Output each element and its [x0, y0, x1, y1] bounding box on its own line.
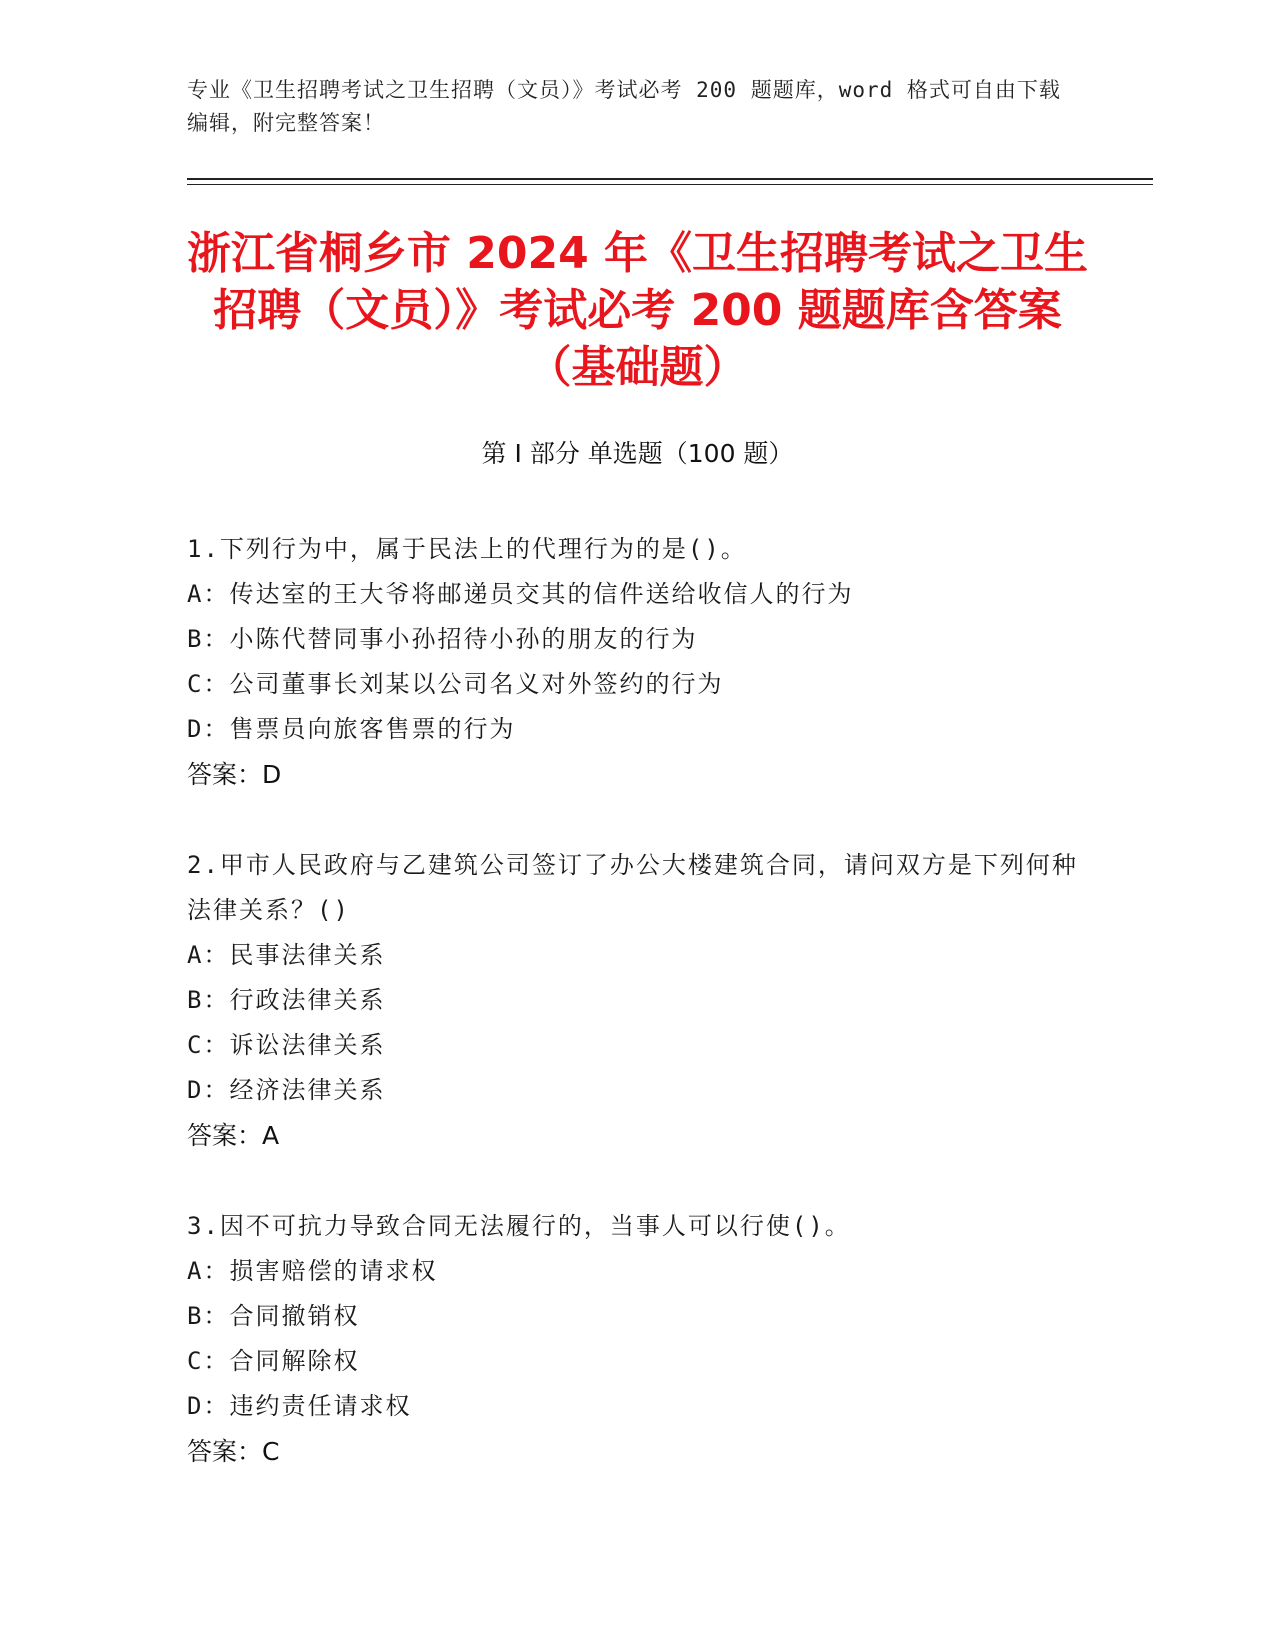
option-b: B：合同撤销权: [187, 1302, 360, 1330]
header-rule-thin: [187, 184, 1153, 185]
option-b: B：小陈代替同事小孙招待小孙的朋友的行为: [187, 625, 698, 653]
section-heading: 第 I 部分 单选题（100 题）: [481, 439, 794, 468]
option-c: C：公司董事长刘某以公司名义对外签约的行为: [187, 670, 724, 698]
question-item: [187, 1204, 1087, 1474]
title-line-2: 招聘（文员）》考试必考 200 题题库含答案: [213, 285, 1062, 336]
option-d: D：违约责任请求权: [187, 1392, 412, 1420]
question-list: [187, 527, 1087, 1520]
question-stem: 3.因不可抗力导致合同无法履行的，当事人可以行使()。: [187, 1212, 851, 1240]
option-d: D：经济法律关系: [187, 1076, 386, 1104]
document-title: [150, 225, 1125, 396]
question-item: [187, 527, 1087, 797]
title-line-1: 浙江省桐乡市 2024 年《卫生招聘考试之卫生: [186, 228, 1089, 279]
answer-line: 答案：A: [187, 1121, 280, 1150]
title-line-3: （基础题）: [527, 342, 748, 393]
question-stem: 2.甲市人民政府与乙建筑公司签订了办公大楼建筑合同，请问双方是下列何种法律关系？(): [187, 851, 1078, 924]
question-item: [187, 843, 1087, 1158]
option-c: C：合同解除权: [187, 1347, 360, 1375]
header-rule-thick: [187, 178, 1153, 180]
option-d: D：售票员向旅客售票的行为: [187, 715, 516, 743]
option-a: A：传达室的王大爷将邮递员交其的信件送给收信人的行为: [187, 580, 854, 608]
option-b: B：行政法律关系: [187, 986, 386, 1014]
header-note: 专业《卫生招聘考试之卫生招聘（文员）》考试必考 200 题题库，word 格式可自由下载编辑，附完整答案！: [187, 78, 1061, 135]
option-a: A：损害赔偿的请求权: [187, 1257, 438, 1285]
answer-line: 答案：D: [187, 760, 282, 789]
question-stem: 1.下列行为中，属于民法上的代理行为的是()。: [187, 535, 747, 563]
option-a: A：民事法律关系: [187, 941, 386, 969]
answer-line: 答案：C: [187, 1437, 280, 1466]
option-c: C：诉讼法律关系: [187, 1031, 386, 1059]
